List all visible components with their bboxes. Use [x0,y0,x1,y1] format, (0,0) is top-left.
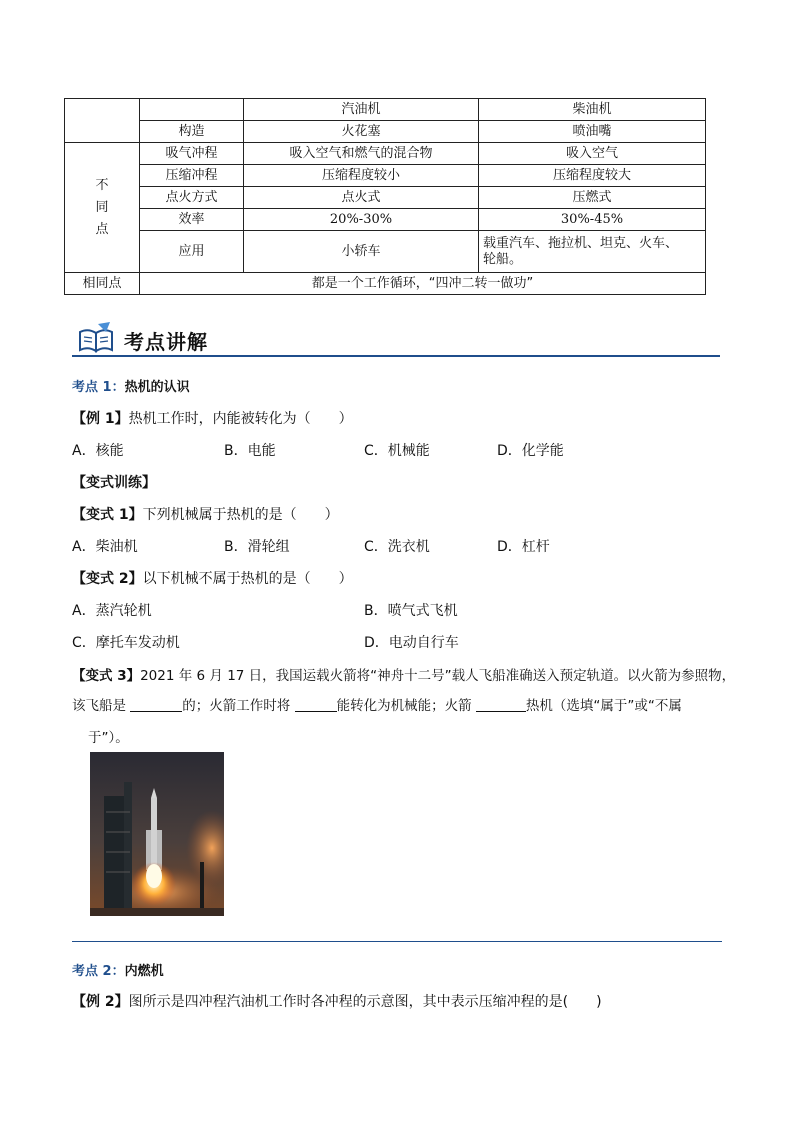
question-text: 2021 年 6 月 17 日，我国运载火箭将“神舟十二号”载人飞船准确送入预定轨道。以火箭为参照物， [140,668,736,684]
answer-blank[interactable] [130,697,182,712]
variant-training-label: 【变式训练】 [72,475,156,491]
table-row [65,209,706,231]
text-segment: 的；火箭工作时将 [182,698,295,714]
cell-line: 载重汽车、拖拉机、坦克、火车、 [483,235,679,251]
table-row [65,143,706,165]
table-corner-cell [65,99,140,143]
question-tag: 【变式 3】 [72,668,141,684]
question-text: 以下机械不属于热机的是（ ） [142,571,353,587]
table-row [65,187,706,209]
section-rule [72,355,720,357]
row-label: 压缩冲程 [140,165,244,187]
table-row [65,121,706,143]
cell-gasoline: 小轿车 [244,231,479,273]
question-text: 热机工作时，内能被转化为（ ） [128,411,353,427]
kd2-heading [72,960,164,979]
option-a: A．蒸汽轮机 [72,603,152,619]
cell-diesel: 吸入空气 [479,143,706,165]
cell-gasoline: 吸入空气和燃气的混合物 [244,143,479,165]
cell-diesel: 喷油嘴 [479,121,706,143]
option-b: B．喷气式飞机 [364,603,458,619]
question-tag: 【例 1】 [72,411,129,427]
kd1-title: 热机的认识 [124,380,190,395]
variant-3-line-3: 于”）。 [88,730,129,746]
header-diesel: 柴油机 [479,99,706,121]
open-book-icon [76,320,116,356]
rocket-launch-photo [90,752,224,916]
table-row [65,165,706,187]
option-d: D．化学能 [497,443,564,459]
variant-2-question [72,568,353,588]
option-c: C．摩托车发动机 [72,635,180,651]
cell-diesel: 压燃式 [479,187,706,209]
answer-blank[interactable] [295,697,337,712]
table-row [65,231,706,273]
same-label: 相同点 [65,273,140,295]
section-divider [72,941,722,942]
diff-group-label [65,143,140,273]
variant-3-line-2 [72,694,682,714]
row-label: 效率 [140,209,244,231]
row-label: 点火方式 [140,187,244,209]
option-c: C．洗衣机 [364,539,430,555]
cell-diesel: 30%-45% [479,209,706,231]
example-1-question [72,408,353,428]
text-segment: 热机（选填“属于”或“不属 [525,698,682,714]
kd2-title: 内燃机 [124,964,164,979]
diff-char: 同 [95,199,109,215]
cell-diesel: 压缩程度较大 [479,165,706,187]
section-title: 考点讲解 [124,330,208,354]
question-tag: 【变式 1】 [72,507,143,523]
cell-gasoline: 点火式 [244,187,479,209]
option-a: A．核能 [72,443,124,459]
section-heading [72,318,720,358]
variant-3-question [72,664,735,684]
option-a: A．柴油机 [72,539,138,555]
same-text: 都是一个工作循环，“四冲二转一做功” [140,273,706,295]
option-d: D．杠杆 [497,539,550,555]
question-text: 图所示是四冲程汽油机工作时各冲程的示意图，其中表示压缩冲程的是( ) [128,994,602,1010]
text-segment: 该飞船是 [72,698,131,714]
header-gasoline: 汽油机 [244,99,479,121]
cell-gasoline: 火花塞 [244,121,479,143]
question-text: 下列机械属于热机的是（ ） [142,507,339,523]
cell-gasoline: 压缩程度较小 [244,165,479,187]
row-label: 构造 [140,121,244,143]
table-empty-cell [140,99,244,121]
table-row [65,99,706,121]
question-tag: 【例 2】 [72,994,129,1010]
option-c: C．机械能 [364,443,430,459]
kd1-heading [72,376,190,395]
answer-blank[interactable] [476,697,526,712]
comparison-table [64,98,706,295]
kd1-prefix: 考点 1： [72,380,125,395]
row-label: 应用 [140,231,244,273]
option-b: B．电能 [224,443,276,459]
question-tag: 【变式 2】 [72,571,143,587]
cell-gasoline: 20%-30% [244,209,479,231]
cell-diesel [479,231,706,273]
option-d: D．电动自行车 [364,635,459,651]
option-b: B．滑轮组 [224,539,290,555]
variant-1-question [72,504,339,524]
row-label: 吸气冲程 [140,143,244,165]
diff-char: 不 [95,177,109,193]
text-segment: 能转化为机械能；火箭 [336,698,476,714]
table-row [65,273,706,295]
example-2-question [72,991,602,1011]
cell-line: 轮船。 [483,251,523,267]
diff-char: 点 [95,221,109,237]
kd2-prefix: 考点 2： [72,964,125,979]
